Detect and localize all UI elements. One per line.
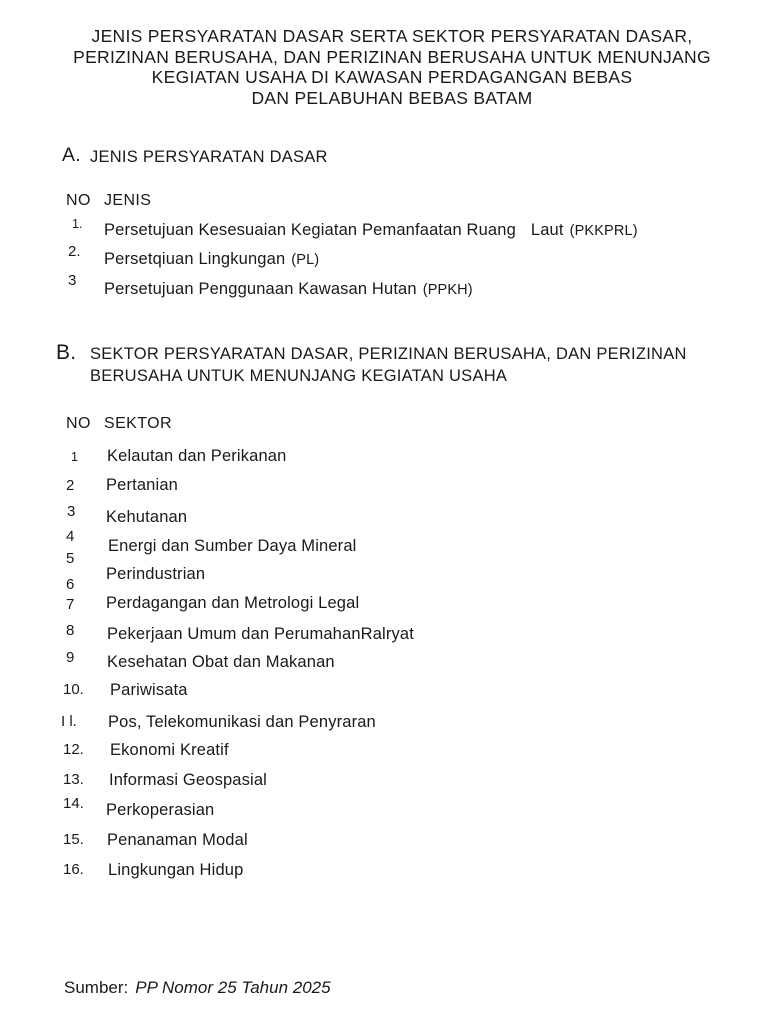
- sektor-label: Informasi Geospasial: [109, 771, 267, 789]
- jenis-row: [104, 221, 638, 241]
- sektor-label: Kesehatan Obat dan Makanan: [107, 653, 335, 671]
- sektor-label: Perkoperasian: [106, 801, 215, 819]
- jenis-row-number: 3: [68, 272, 77, 289]
- jenis-row-text-tail: Laut: [530, 221, 564, 239]
- source-reference: PP Nomor 25 Tahun 2025: [135, 978, 331, 997]
- jenis-row: [104, 250, 319, 270]
- sektor-number: 9: [66, 649, 75, 666]
- sektor-number: 13.: [63, 771, 84, 788]
- source-note: [64, 978, 331, 998]
- sektor-number: 8: [66, 622, 75, 639]
- document-title: [0, 26, 784, 108]
- jenis-row-number: 2.: [68, 243, 81, 260]
- section-b-heading-line-1: SEKTOR PERSYARATAN DASAR, PERIZINAN BERUSAHA, DAN PERIZINAN: [90, 345, 687, 363]
- sektor-number: 5: [66, 550, 75, 567]
- jenis-row: [104, 280, 473, 300]
- section-b-label: B.: [56, 341, 77, 364]
- sektor-label: Pariwisata: [110, 681, 188, 699]
- sektor-number: 3: [67, 503, 76, 520]
- sektor-number: 6: [66, 576, 75, 593]
- sektor-number: 4: [66, 528, 75, 545]
- sektor-label: Pekerjaan Umum dan PerumahanRalryat: [107, 625, 414, 643]
- sektor-number: 14.: [63, 795, 84, 812]
- sektor-number: 2: [66, 477, 75, 494]
- col-header-jenis: JENIS: [104, 192, 152, 209]
- sektor-number: 15.: [63, 831, 84, 848]
- jenis-row-code: (PPKH): [422, 282, 473, 298]
- sektor-label: Pos, Telekomunikasi dan Penyraran: [108, 713, 376, 731]
- col-header-sektor: SEKTOR: [104, 415, 172, 432]
- jenis-row-text: Persetujuan Kesesuaian Kegiatan Pemanfaatan Ruang: [104, 221, 516, 239]
- sektor-label: Penanaman Modal: [107, 831, 248, 849]
- sektor-label: Lingkungan Hidup: [108, 861, 244, 879]
- title-line-3: KEGIATAN USAHA DI KAWASAN PERDAGANGAN BEBAS: [151, 67, 633, 87]
- sektor-number: 1: [71, 450, 78, 464]
- sektor-number: 16.: [63, 861, 84, 878]
- sektor-number: 10.: [63, 681, 84, 698]
- source-prefix: Sumber:: [64, 978, 129, 997]
- sektor-label: Perindustrian: [106, 565, 206, 583]
- title-line-4: DAN PELABUHAN BEBAS BATAM: [251, 87, 533, 108]
- sektor-label: Kelautan dan Perikanan: [107, 447, 287, 465]
- col-header-no: NO: [66, 415, 91, 432]
- section-a-heading: JENIS PERSYARATAN DASAR: [90, 148, 328, 166]
- sektor-label: Kehutanan: [106, 508, 188, 526]
- sektor-label: Energi dan Sumber Daya Mineral: [108, 537, 357, 555]
- jenis-row-code: (PL): [291, 252, 320, 268]
- sektor-number: I l.: [61, 713, 77, 730]
- jenis-row-text: Persetqiuan Lingkungan: [104, 250, 286, 268]
- title-line-1: JENIS PERSYARATAN DASAR SERTA SEKTOR PERSYARATAN DASAR,: [91, 26, 693, 46]
- sektor-number: 7: [66, 596, 75, 613]
- sektor-number: 12.: [63, 741, 84, 758]
- col-header-no: NO: [66, 192, 91, 209]
- title-line-2: PERIZINAN BERUSAHA, DAN PERIZINAN BERUSAHA UNTUK MENUNJANG: [73, 46, 711, 67]
- jenis-row-code: (PKKPRL): [569, 223, 638, 239]
- section-a-label: A.: [62, 144, 81, 166]
- section-b-heading-line-2: BERUSAHA UNTUK MENUNJANG KEGIATAN USAHA: [90, 367, 508, 385]
- sektor-label: Pertanian: [106, 476, 178, 494]
- sektor-label: Ekonomi Kreatif: [110, 741, 229, 759]
- sektor-label: Perdagangan dan Metrologi Legal: [106, 594, 360, 612]
- jenis-row-number: 1.: [72, 217, 83, 231]
- jenis-row-text: Persetujuan Penggunaan Kawasan Hutan: [104, 280, 417, 298]
